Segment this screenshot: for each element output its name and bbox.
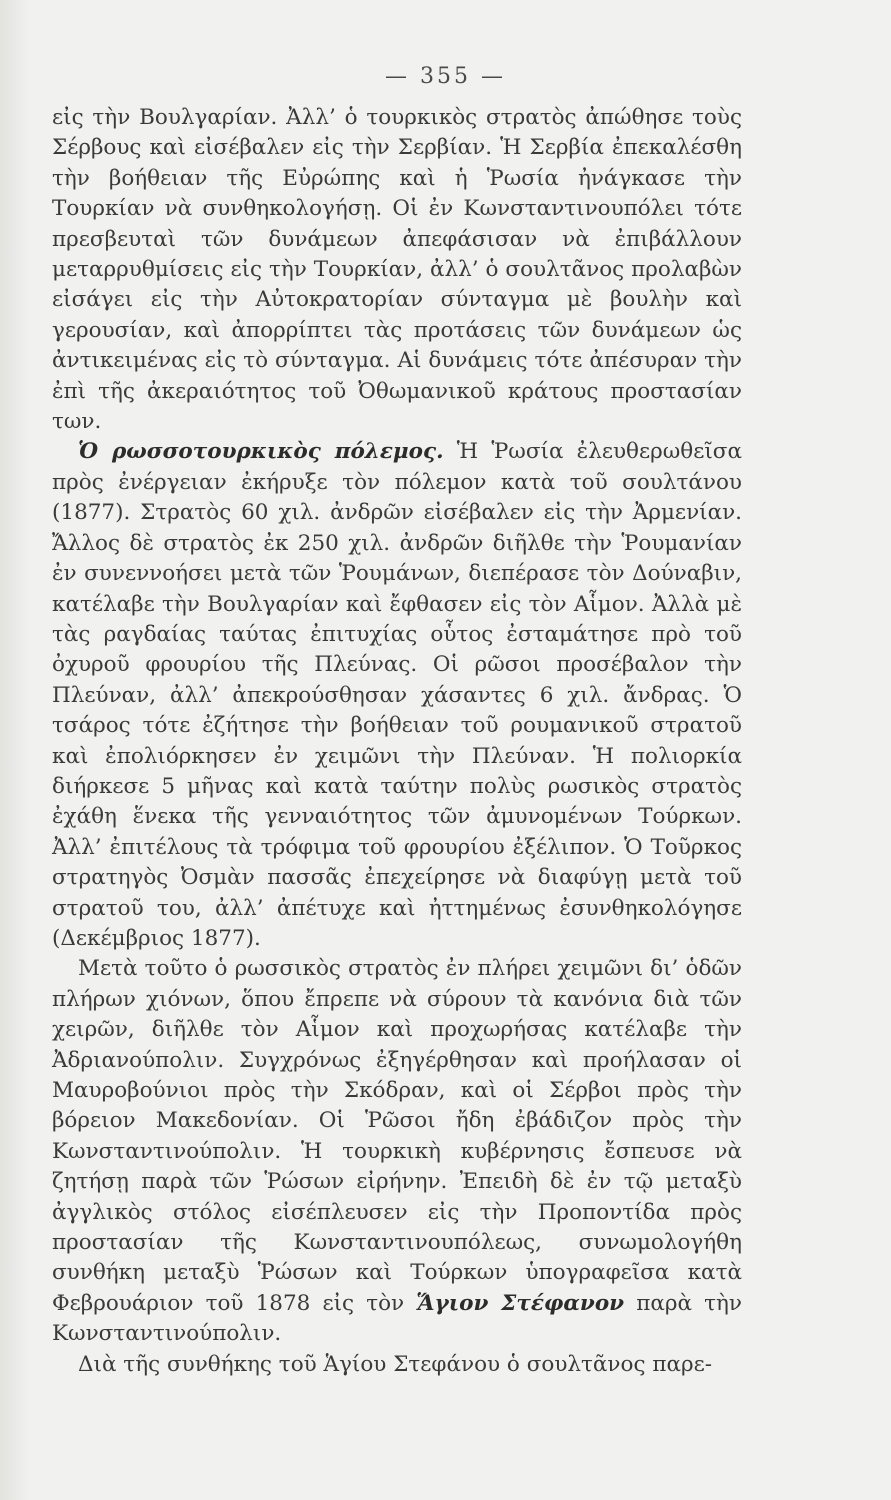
section-heading-russo-turkish-war: Ὁ ρωσσοτουρκικὸς πόλεμος. [78,439,444,465]
paragraph-3-text-a: Μετὰ τοῦτο ὁ ρωσσικὸς στρατὸς ἐν πλήρει χειμῶνι δι’ ὁδῶν πλήρων χιόνων, ὅπου ἔπρεπε νὰ σύρουν τὰ κανόνια διὰ τῶν χειρῶν, διῆλθε τὸν Αἷμον καὶ προχωρήσας κατέλαβε τὴν Ἀδριανούπολιν. Συγχρόνως ἐξηγέρθησαν καὶ προήλασαν οἱ Μαυροβούνιοι πρὸς τὴν Σκόδραν, καὶ οἱ Σέρβοι πρὸς τὴν βόρειον Μακεδονίαν. Οἱ Ῥῶσοι ἤδη ἐβάδιζον πρὸς τὴν Κωνσταντινούπολιν. Ἡ τουρκικὴ κυβέρνησις ἔσπευσε νὰ ζητήσῃ παρὰ τῶν Ῥώσων εἰρήνην. Ἐπειδὴ δὲ ἐν τῷ μεταξὺ ἀγγλικὸς στόλος εἰσέπλευσεν εἰς τὴν Προποντίδα πρὸς προστασίαν τῆς Κωνσταντινουπόλεως, συνωμολογήθη συνθήκη μεταξὺ Ῥώσων καὶ Τούρκων ὑπογραφεῖσα κατὰ Φεβρουάριον τοῦ 1878 εἰς τὸν [52,956,742,1316]
paragraph-1 [52,103,742,437]
page-number: — 355 — [385,64,506,89]
paragraph-4 [52,1350,742,1380]
page-text [52,103,742,1380]
place-name-agios-stefanos: Ἅγιον Στέφανον [416,1290,625,1316]
paragraph-1-text: εἰς τὴν Βουλγαρίαν. Ἀλλ’ ὁ τουρκικὸς στρατὸς ἀπώθησε τοὺς Σέρβους καὶ εἰσέβαλεν εἰς τὴν Σερβίαν. Ἡ Σερβία ἐπεκαλέσθη τὴν βοήθειαν τῆς Εὐρώπης καὶ ἡ Ῥωσία ἠνάγκασε τὴν Τουρκίαν νὰ συνθηκολογήσῃ. Οἱ ἐν Κωνσταντινουπόλει τότε πρεσβευταὶ τῶν δυνάμεων ἀπεφάσισαν νὰ ἐπιβάλλουν μεταρρυθμίσεις εἰς τὴν Τουρκίαν, ἀλλ’ ὁ σουλτᾶνος προλαβὼν εἰσάγει εἰς τὴν Αὐτοκρατορίαν σύνταγμα μὲ βουλὴν καὶ γερουσίαν, καὶ ἀπορρίπτει τὰς προτάσεις τῶν δυνάμεων ὡς ἀντικειμένας εἰς τὸ σύνταγμα. Αἱ δυνάμεις τότε ἀπέσυραν τὴν ἐπὶ τῆς ἀκεραιότητος τοῦ Ὀθωμανικοῦ κράτους προστασίαν των. [52,105,742,435]
paragraph-2 [52,437,742,954]
paragraph-2-text: Ἡ Ῥωσία ἐλευθερωθεῖσα πρὸς ἐνέργειαν ἐκήρυξε τὸν πόλεμον κατὰ τοῦ σουλτάνου (1877). Στρατὸς 60 χιλ. ἀνδρῶν εἰσέβαλεν εἰς τὴν Ἀρμενίαν. Ἄλλος δὲ στρατὸς ἐκ 250 χιλ. ἀνδρῶν διῆλθε τὴν Ῥουμανίαν ἐν συνεννοήσει μετὰ τῶν Ῥουμάνων, διεπέρασε τὸν Δούναβιν, κατέλαβε τὴν Βουλγαρίαν καὶ ἔφθασεν εἰς τὸν Αἷμον. Ἀλλὰ μὲ τὰς ραγδαίας ταύτας ἐπιτυχίας οὗτος ἐσταμάτησε πρὸ τοῦ ὀχυροῦ φρουρίου τῆς Πλεύνας. Οἱ ρῶσοι προσέβαλον τὴν Πλεύναν, ἀλλ’ ἀπεκρούσθησαν χάσαντες 6 χιλ. ἄνδρας. Ὁ τσάρος τότε ἐζήτησε τὴν βοήθειαν τοῦ ρουμανικοῦ στρατοῦ καὶ ἐπολιόρκησεν ἐν χειμῶνι τὴν Πλεύναν. Ἡ πολιορκία διήρκεσε 5 μῆνας καὶ κατὰ ταύτην πολὺς ρωσικὸς στρατὸς ἐχάθη ἕνεκα τῆς γενναιότητος τῶν ἀμυνομένων Τούρκων. Ἀλλ’ ἐπιτέλους τὰ τρόφιμα τοῦ φρουρίου ἐξέλιπον. Ὁ Τοῦρκος στρατηγὸς Ὀσμὰν πασσᾶς ἐπεχείρησε νὰ διαφύγῃ μετὰ τοῦ στρατοῦ του, ἀλλ’ ἀπέτυχε καὶ ἠττημένως ἐσυνθηκολόγησε (Δεκέμβριος 1877). [52,439,742,951]
paragraph-4-text: Διὰ τῆς συνθήκης τοῦ Ἁγίου Στεφάνου ὁ σουλτᾶνος παρε- [78,1351,713,1377]
paragraph-3 [52,954,742,1349]
paragraph-3-text-b: παρὰ τὴν Κωνσταντινούπολιν. [52,1290,742,1347]
page-gutter-shadow [0,0,30,1500]
